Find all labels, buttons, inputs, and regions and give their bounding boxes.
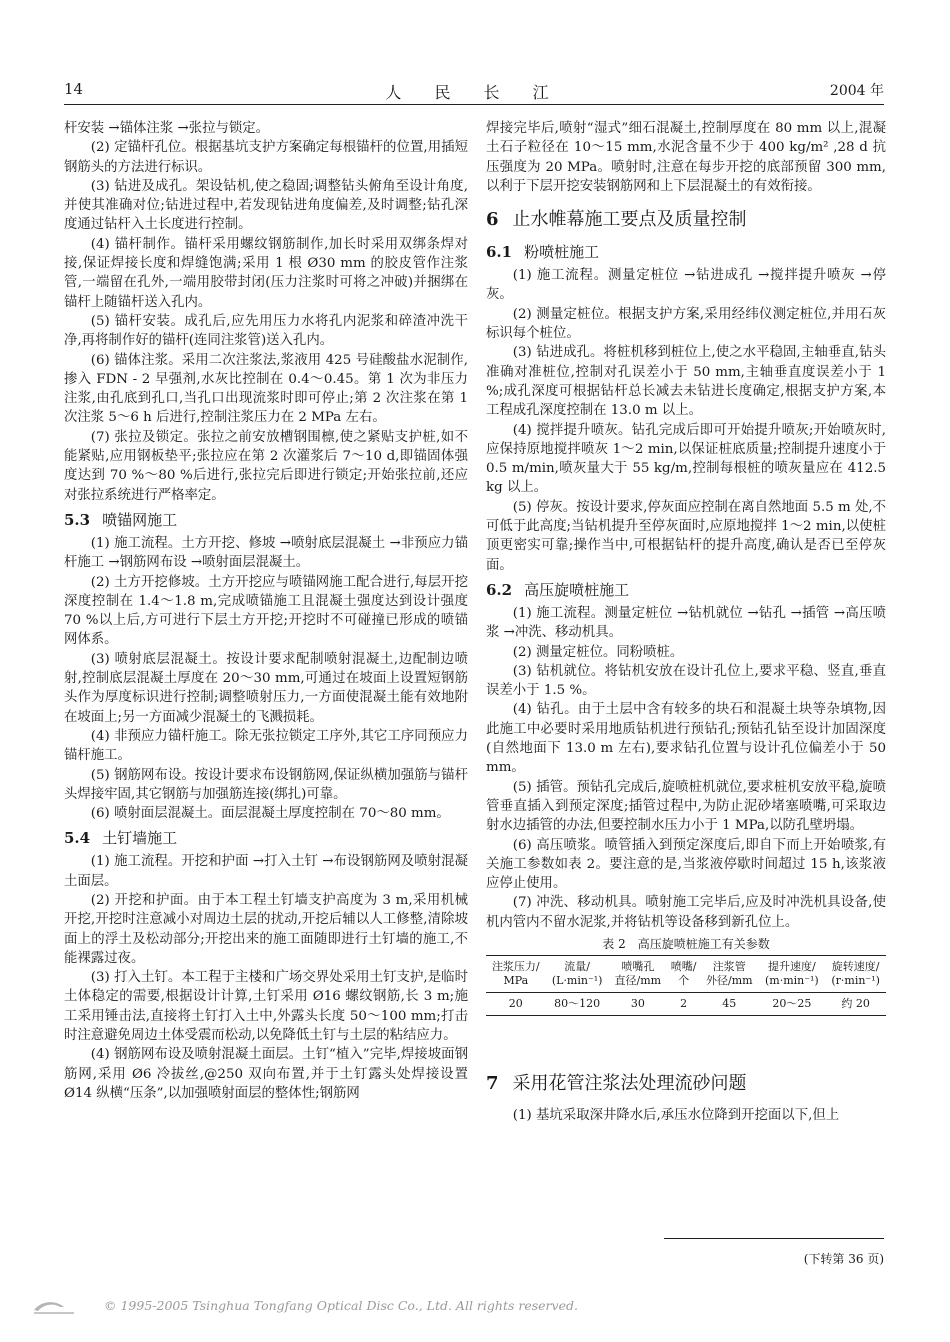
paragraph: (2) 测量定桩位。同粉喷桩。 [512,644,684,660]
right-column [486,119,886,1125]
paragraph: (6) 锚体注浆。采用二次注浆法,浆液用 425 号硅酸盐水泥制作,掺入 FDN - 2 早强剂,水灰比控制在 0.4～0.45。第 1 次为非压力注浆,由孔底到孔口,当孔口出现流浆时即可停止;第 2 次注浆在第 1 次注浆 5～6 h 后进行,控制注浆压力在 2 MPa 左右。 [64,352,468,426]
header-rule [64,104,884,105]
paragraph: (4) 钢筋网布设及喷射混凝土面层。土钉“植入”完毕,焊接坡面钢筋网,采用 Ø6 冷拔丝,@250 双向布置,并于土钉露头处焊接设置 Ø14 纵横“压条”,以加强喷射面层的整体性;钢筋网 [64,1047,468,1101]
section-title: 粉喷桩施工 [524,243,600,262]
paragraph: (4) 锚杆制作。锚杆采用螺纹钢筋制作,加长时采用双绑条焊对接,保证焊接长度和焊缝饱满;采用 1 根 Ø30 mm 的胶皮管作注浆管,一端留在孔外,一端用胶带封闭(压力注浆时可将之冲破)并捆绑在锚杆上随锚杆送入孔内。 [64,236,468,310]
table-cell: 20 [508,996,523,1010]
paragraph: (1) 施工流程。测量定桩位 →钻进成孔 →搅拌提升喷灰 →停灰。 [486,268,886,303]
section-heading-5-4 [64,828,468,848]
table-caption: 表 2 高压旋喷桩施工有关参数 [602,936,770,951]
paragraph: (2) 定锚杆孔位。根据基坑支护方案确定每根锚杆的位置,用插短钢筋头的方法进行标识。 [64,140,468,175]
table-cell: 2 [680,996,688,1010]
paragraph: (4) 钻孔。由于土层中含有较多的块石和混凝土块等杂填物,因此施工中必要时采用地质钻机进行预钻孔;预钻孔钻至设计加固深度(自然地面下 13.0 m 左右),要求钻孔位置与设计孔位偏差小于 50 mm。 [486,702,886,776]
table-cell: 20～25 [772,996,812,1010]
parameters-table [486,955,886,1016]
section-title: 采用花管注浆法处理流砂问题 [512,1072,747,1094]
section-heading-6-2 [486,580,886,600]
section-heading-6-1 [486,242,886,262]
paragraph: 杆安装 →锚体注浆 →张拉与锁定。 [64,121,270,136]
paragraph: (1) 施工流程。土方开挖、修坡 →喷射底层混凝土 →非预应力锚杆施工 →钢筋网布设 →喷射面层混凝土。 [64,535,468,571]
column-header: 注浆压力/ MPa [491,959,540,987]
paragraph: 焊接完毕后,喷射“湿式”细石混凝土,控制厚度在 80 mm 以上,混凝土石子粒径在 10～15 mm,水泥含量不少于 400 kg/m² ,28 d 抗压强度为 20 MPa。喷射时,注意在每步开挖的底部预留 300 mm,以利于下层开挖安装钢筋网和上下层混凝土的有效衔接。 [486,121,886,194]
paragraph: (2) 土方开挖修坡。土方开挖应与喷锚网施工配合进行,每层开挖深度控制在 1.4～1.8 m,完成喷锚施工且混凝土强度达到设计强度 70 %以上后,方可进行下层土方开挖;开挖时不可碰撞已形成的喷锚网体系。 [64,574,468,648]
table-cell: 45 [722,996,737,1010]
section-title: 喷锚网施工 [102,510,178,529]
section-number: 6.1 [486,243,513,262]
paragraph: (1) 基坑采取深井降水后,承压水位降到开挖面以下,但上 [512,1107,840,1123]
continuation-rule [664,1238,884,1239]
left-column [64,119,468,1103]
section-number: 7 [486,1072,499,1094]
paragraph: (7) 冲洗、移动机具。喷射施工完毕后,应及时冲洗机具设备,使机内管内不留水泥浆,并将钻机等设备移到新孔位上。 [486,895,886,930]
paragraph: (3) 钻进成孔。将桩机移到桩位上,使之水平稳固,主轴垂直,钻头准确对准桩位,控制对孔误差小于 50 mm,主轴垂直度误差小于 1 %;成孔深度可根据钻杆总长减去未钻进长度确定,根据支护方案,本工程成孔深度控制在 13.0 m 以上。 [486,345,886,419]
section-title: 土钉墙施工 [102,829,178,848]
paragraph: (3) 打入土钉。本工程于主楼和广场交界处采用土钉支护,是临时土体稳定的需要,根据设计计算,土钉采用 Ø16 螺纹钢筋,长 3 m;施工采用锤击法,直接将土钉打入土中,外露头长度 50～100 mm;打击时注意避免周边土体受震而松动,以免降低土钉与土层的粘结应力。 [64,970,468,1044]
section-number: 5.4 [64,829,91,848]
paragraph: (3) 喷射底层混凝土。按设计要求配制喷射混凝土,边配制边喷射,控制底层混凝土厚度在 20～30 mm,可通过在坡面上设置短钢筋头作为厚度标识进行控制;调整喷射压力,一方面使混凝土能有效地附在坡面上;另一方面减少混凝土的飞溅损耗。 [64,651,468,725]
column-header: 注浆管 外径/mm [706,959,753,987]
column-header: 喷嘴/ 个 [670,959,697,987]
table-cell: 约 20 [841,996,870,1010]
section-number: 5.3 [64,510,91,529]
column-header: 流量/ (L·min⁻¹) [551,959,603,987]
section-number: 6.2 [486,580,513,599]
column-header: 喷嘴孔 直径/mm [614,959,662,987]
section-title: 高压旋喷桩施工 [524,580,630,599]
spacer [486,1016,886,1060]
page-number: 14 [64,80,84,98]
paragraph: (5) 锚杆安装。成孔后,应先用压力水将孔内泥浆和碎渣冲洗干净,再将制作好的锚杆(连同注浆管)送入孔内。 [64,313,468,349]
continued-note: (下转第 36 页) [803,1252,884,1266]
paragraph: (6) 喷射面层混凝土。面层混凝土厚度控制在 70～80 mm。 [90,806,450,822]
paragraph: (1) 施工流程。测量定桩位 →钻机就位 →钻孔 →插管 →高压喷浆 →冲洗、移动机具。 [486,605,886,641]
paragraph: (3) 钻机就位。将钻机安放在设计孔位上,要求平稳、竖直,垂直误差小于 1.5 %。 [486,663,886,699]
paragraph: (7) 张拉及锁定。张拉之前安放槽钢围檩,使之紧贴支护桩,如不能紧贴,应用钢板垫平;张拉应在第 2 次灌浆后 7～10 d,即锚固体强度达到 70 %～80 %后进行,张拉完后即进行锁定;开始张拉前,还应对张拉系统进行严格率定。 [64,429,468,503]
section-heading-5-3 [64,510,468,530]
paragraph: (4) 非预应力锚杆施工。除无张拉锁定工序外,其它工序同预应力锚杆施工。 [64,728,468,764]
paragraph: (4) 搅拌提升喷灰。钻孔完成后即可开始提升喷灰;开始喷灰时,应保持原地搅拌喷灰 1～2 min,以保证桩底质量;控制提升速度小于 0.5 m/min,喷灰量大于 55 kg/m,控制每根桩的喷灰量应在 412.5 kg 以上。 [486,422,886,496]
paragraph: (3) 钻进及成孔。架设钻机,使之稳固;调整钻头俯角至设计角度,并使其准确对位;钻进过程中,若发现钻进角度偏差,及时调整;钻孔深度通过钻杆入土长度进行控制。 [64,178,468,233]
paragraph: (2) 测量定桩位。根据支护方案,采用经纬仪测定桩位,并用石灰标识每个桩位。 [486,306,886,342]
column-header: 提升速度/ (m·min⁻¹) [764,959,819,987]
section-title: 止水帷幕施工要点及质量控制 [512,209,747,231]
publisher-logo-icon [30,1298,80,1316]
paragraph: (1) 施工流程。开挖和护面 →打入土钉 →布设钢筋网及喷射混凝土面层。 [64,854,468,889]
paragraph: (5) 钢筋网布设。按设计要求布设钢筋网,保证纵横加强筋与锚杆头焊接牢固,其它钢筋与加强筋连接(绑扎)可靠。 [64,767,468,802]
paragraph: (2) 开挖和护面。由于本工程土钉墙支护高度为 3 m,采用机械开挖,开挖时注意减小对周边土层的扰动,开挖后辅以人工修整,清除坡面上的浮土及松动部分;开挖出来的施工面随即进行土钉墙的施工,不能裸露过夜。 [64,892,468,966]
table-row [486,992,886,1015]
paragraph: (5) 停灰。按设计要求,停灰面应控制在离自然地面 5.5 m 处,不可低于此高度;当钻机提升至停灰面时,应原地搅拌 1～2 min,以使桩顶更密实可靠;操作当中,可根据钻杆的提升高度,确认是否已至停灰面。 [486,499,886,573]
section-heading-6 [486,208,886,232]
section-number: 6 [486,209,499,231]
paragraph: (6) 高压喷浆。喷管插入到预定深度后,即自下而上开始喷浆,有关施工参数如表 2。要注意的是,当浆液停歇时间超过 15 h,该浆液应停止使用。 [486,837,886,892]
journal-title: 人 民 长 江 [385,83,563,102]
table-header-row [486,955,886,992]
page-footer [30,1296,590,1320]
copyright-notice: © 1995-2005 Tsinghua Tongfang Optical Disc Co., Ltd. All rights reserved. [104,1298,578,1313]
journal-year: 2004 年 [829,83,884,99]
page-header [64,80,884,104]
table-cell: 30 [630,996,645,1010]
table-cell: 80～120 [554,996,601,1010]
column-header: 旋转速度/ (r·min⁻¹) [831,959,880,987]
paragraph: (5) 插管。预钻孔完成后,旋喷桩机就位,要求桩机安放平稳,旋喷管垂直插入到预定深度;插管过程中,为防止泥砂堵塞喷嘴,可采取边射水边插管的办法,但要控制水压力小于 1 MPa,以防孔壁坍塌。 [486,779,886,834]
section-heading-7 [486,1072,886,1096]
